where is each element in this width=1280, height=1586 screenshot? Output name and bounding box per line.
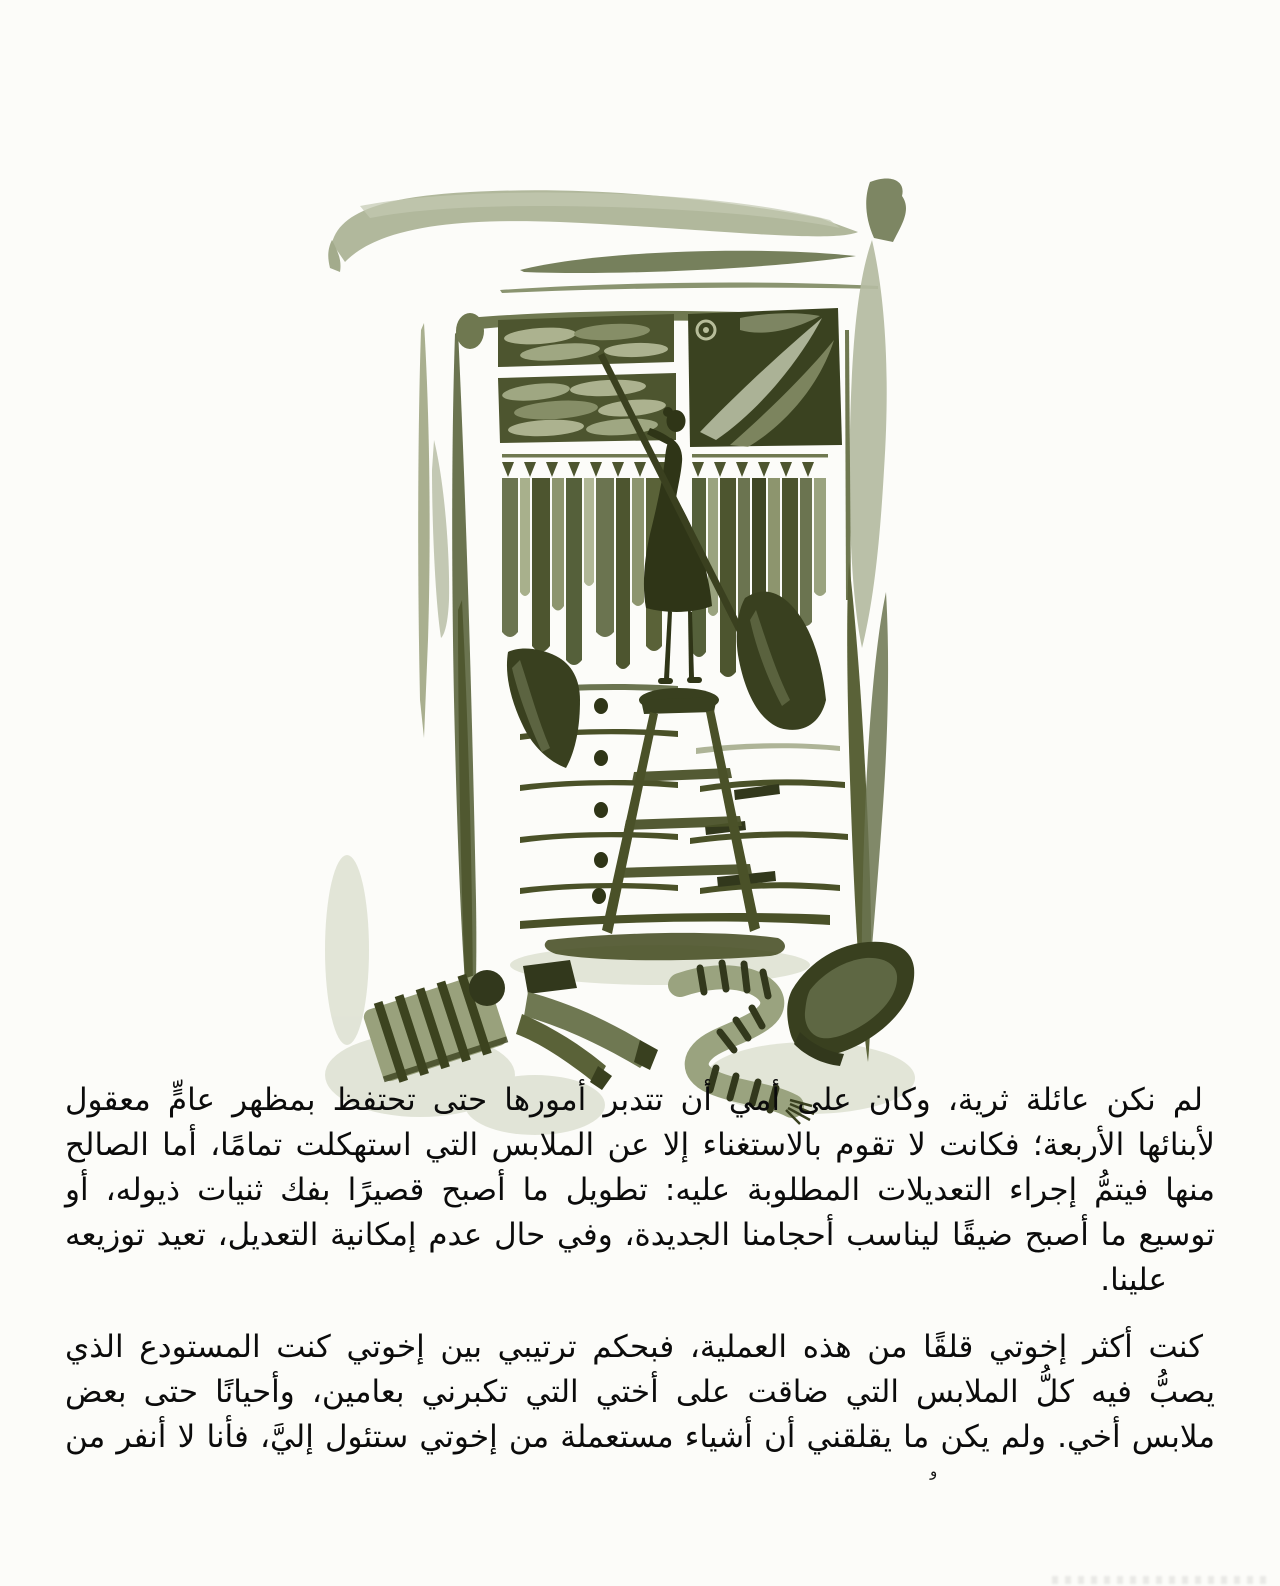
wardrobe-top-strokes [328, 190, 878, 293]
story-text [65, 1078, 1215, 1460]
text-line: لم نكن عائلة ثرية، وكان على أمي أن تتدبر أمورها حتى تحتفظ بمظهر عامٍّ معقول [65, 1082, 1203, 1118]
paragraph-1 [65, 1078, 1215, 1303]
floor-dark-ball [469, 970, 505, 1006]
wardrobe-base-shadow [520, 913, 830, 960]
text-line: ملابس أخي. ولم يكن ما يقلقني أن أشياء مستعملة من إخوتي ستئول إليَّ، فأنا لا أنفر من [65, 1419, 1215, 1455]
step-stool-ladder [602, 688, 760, 934]
draped-cloth [507, 649, 580, 768]
shelf-folded-quilt [688, 308, 842, 447]
paragraph-2 [65, 1325, 1215, 1460]
floor-folded-jacket [787, 942, 914, 1066]
text-line: يصبُّ فيه كلُّ الملابس التي ضاقت على أختي التي تكبرني بعامين، وأحيانًا حتى بعض [65, 1374, 1215, 1410]
figure-leg [664, 610, 672, 680]
shelf-folded-clothes [498, 314, 676, 443]
garment-on-pole [737, 592, 826, 730]
stray-diacritic-mark: و [930, 1462, 938, 1480]
text-line: علينا. [1100, 1262, 1167, 1298]
text-line: كنت أكثر إخوتي قلقًا من هذه العملية، فبحكم ترتيبي بين إخوتي كنت المستودع الذي [65, 1329, 1203, 1365]
text-line: توسيع ما أصبح ضيقًا ليناسب أحجامنا الجديدة، وفي حال عدم إمكانية التعديل، تعيد توزيعه [65, 1217, 1215, 1253]
wardrobe-illustration-canvas [300, 112, 960, 1150]
left-side-brush-strokes [418, 323, 449, 738]
text-line: لأبنائها الأربعة؛ فكانت لا تقوم بالاستغناء إلا عن الملابس التي استهكلت تمامًا، أما الصالح [65, 1127, 1215, 1163]
figure-head [667, 410, 686, 432]
text-line: منها فيتمُّ إجراء التعديلات المطلوبة عليه: تطويل ما أصبح قصيرًا بفك ثنيات ذيوله، أو [65, 1172, 1215, 1208]
page-bleed-artifact [1052, 1576, 1272, 1584]
right-side-brush-stroke [850, 178, 906, 648]
drawer-knobs [592, 698, 608, 904]
wardrobe-illustration [300, 112, 960, 1150]
